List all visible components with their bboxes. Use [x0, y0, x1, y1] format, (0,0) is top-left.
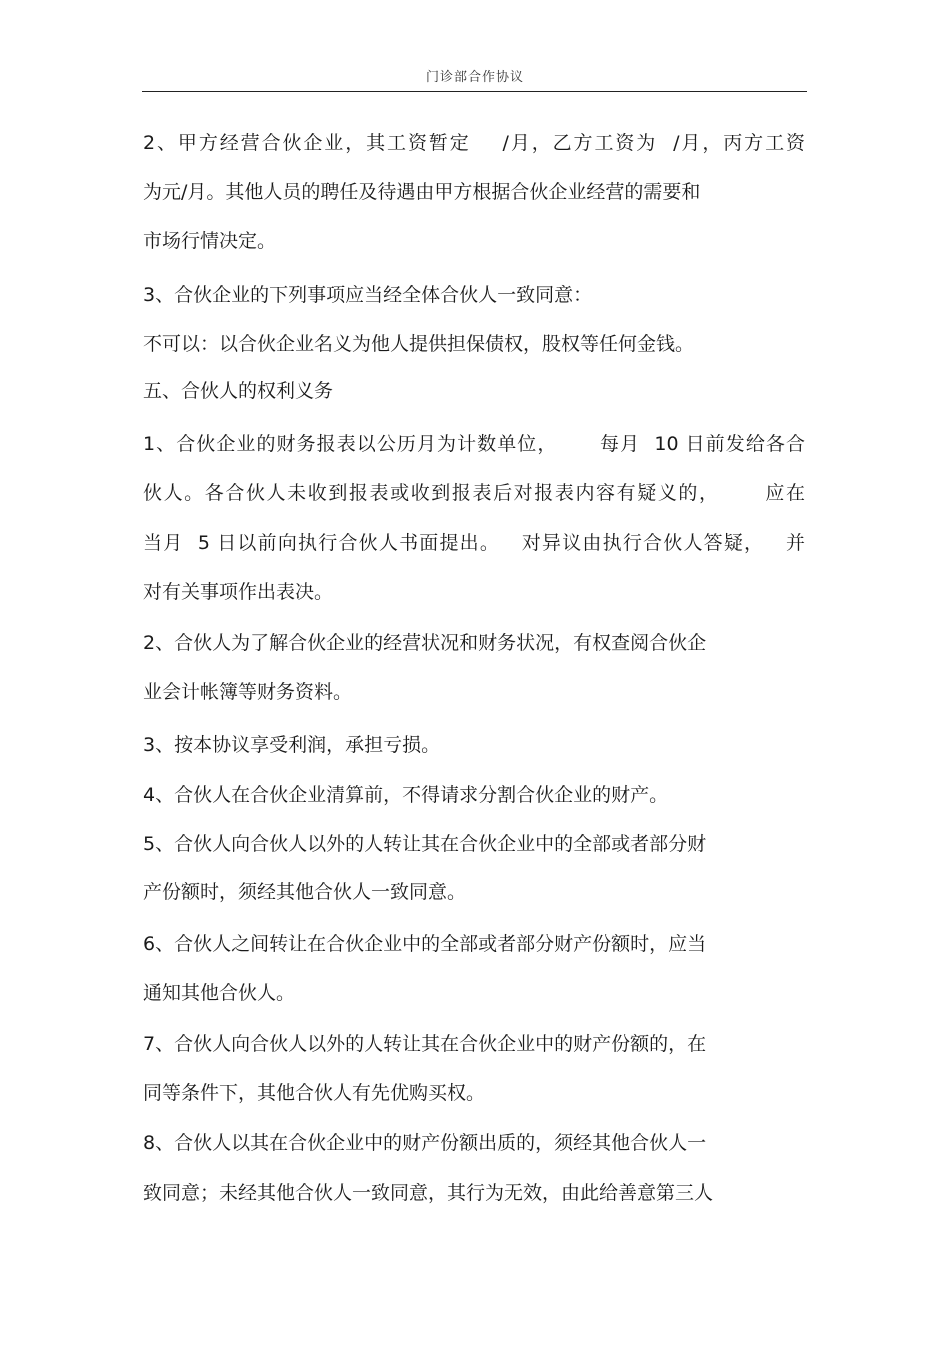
text-line: 为元/月。其他人员的聘任及待遇由甲方根据合伙企业经营的需要和 [143, 181, 701, 203]
text-line: 同等条件下，其他合伙人有先优购买权。 [143, 1082, 486, 1104]
text-line: 产份额时，须经其他合伙人一致同意。 [143, 881, 467, 903]
section-heading: 五、合伙人的权利义务 [143, 380, 334, 402]
text-line: 8、合伙人以其在合伙企业中的财产份额出质的，须经其他合伙人一 [143, 1132, 707, 1154]
text-line: 5、合伙人向合伙人以外的人转让其在合伙企业中的全部或者部分财 [143, 833, 707, 855]
text-line: 业会计帐簿等财务资料。 [143, 681, 353, 703]
text-line: 通知其他合伙人。 [143, 982, 296, 1004]
text-line: 4、合伙人在合伙企业清算前，不得请求分割合伙企业的财产。 [143, 784, 669, 806]
text-line: 不可以：以合伙企业名义为他人提供担保债权，股权等任何金钱。 [143, 333, 695, 355]
text-line: 7、合伙人向合伙人以外的人转让其在合伙企业中的财产份额的，在 [143, 1033, 707, 1055]
header-divider [142, 91, 807, 92]
text-line: 3、按本协议享受利润，承担亏损。 [143, 734, 441, 756]
text-line: 1、合伙企业的财务报表以公历月为计数单位， 每月 10 日前发给各合 [143, 433, 805, 455]
text-line: 6、合伙人之间转让在合伙企业中的全部或者部分财产份额时，应当 [143, 933, 707, 955]
text-line: 致同意；未经其他合伙人一致同意，其行为无效，由此给善意第三人 [143, 1182, 714, 1204]
page-header-title: 门诊部合作协议 [425, 70, 524, 85]
text-line: 3、合伙企业的下列事项应当经全体合伙人一致同意： [143, 284, 593, 306]
text-line: 市场行情决定。 [143, 230, 277, 252]
text-line: 2、合伙人为了解合伙企业的经营状况和财务状况，有权查阅合伙企 [143, 632, 707, 654]
text-line: 当月 5 日以前向执行合伙人书面提出。 对异议由执行合伙人答疑， 并 [143, 532, 805, 554]
text-line: 对有关事项作出表决。 [143, 581, 334, 603]
text-line: 2、甲方经营合伙企业，其工资暂定 /月，乙方工资为 /月，丙方工资 [143, 132, 805, 154]
text-line: 伙人。各合伙人未收到报表或收到报表后对报表内容有疑义的， 应在 [143, 482, 805, 504]
